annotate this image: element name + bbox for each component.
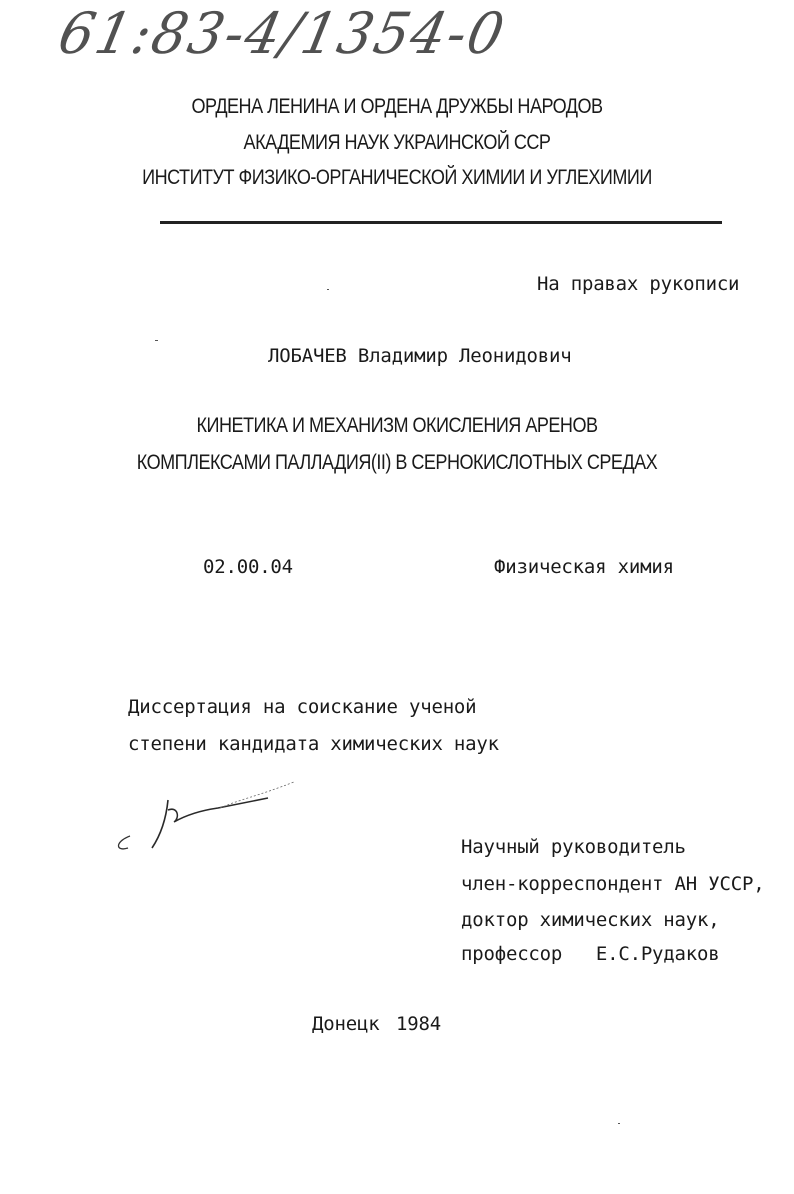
dissertation-line-1: Диссертация на соискание ученой <box>128 696 477 718</box>
supervisor-line-1: Научный руководитель <box>461 836 686 858</box>
paper-speck <box>618 1123 620 1124</box>
header-line-3: ИНСТИТУТ ФИЗИКО-ОРГАНИЧЕСКОЙ ХИМИИ И УГЛЕХИМИИ <box>142 166 652 189</box>
paper-speck <box>327 289 329 290</box>
specialty-name: Физическая химия <box>494 556 674 578</box>
author-name: ЛОБАЧЕВ Владимир Леонидович <box>268 345 572 367</box>
supervisor-line-4: профессор Е.С.Рудаков <box>461 943 720 965</box>
archive-number-handwritten: 61:83-4/1354-0 <box>52 0 512 67</box>
signature <box>108 770 308 865</box>
paper-speck <box>155 340 158 341</box>
title-line-2: КОМПЛЕКСАМИ ПАЛЛАДИЯ(II) В СЕРНОКИСЛОТНЫХ СРЕДАХ <box>136 451 658 474</box>
footer-year: 1984 <box>396 1013 441 1035</box>
header-line-1: ОРДЕНА ЛЕНИНА И ОРДЕНА ДРУЖБЫ НАРОДОВ <box>191 95 603 118</box>
supervisor-line-3: доктор химических наук, <box>461 909 720 931</box>
specialty-code: 02.00.04 <box>203 556 293 578</box>
manuscript-note: На правах рукописи <box>537 273 740 295</box>
footer-city: Донецк <box>312 1013 380 1035</box>
header-line-2: АКАДЕМИЯ НАУК УКРАИНСКОЙ ССР <box>243 131 551 154</box>
supervisor-line-2: член-корреспондент АН УССР, <box>461 873 765 895</box>
dissertation-line-2: степени кандидата химических наук <box>128 733 499 755</box>
title-line-1: КИНЕТИКА И МЕХАНИЗМ ОКИСЛЕНИЯ АРЕНОВ <box>196 414 598 437</box>
header-rule <box>160 221 722 224</box>
